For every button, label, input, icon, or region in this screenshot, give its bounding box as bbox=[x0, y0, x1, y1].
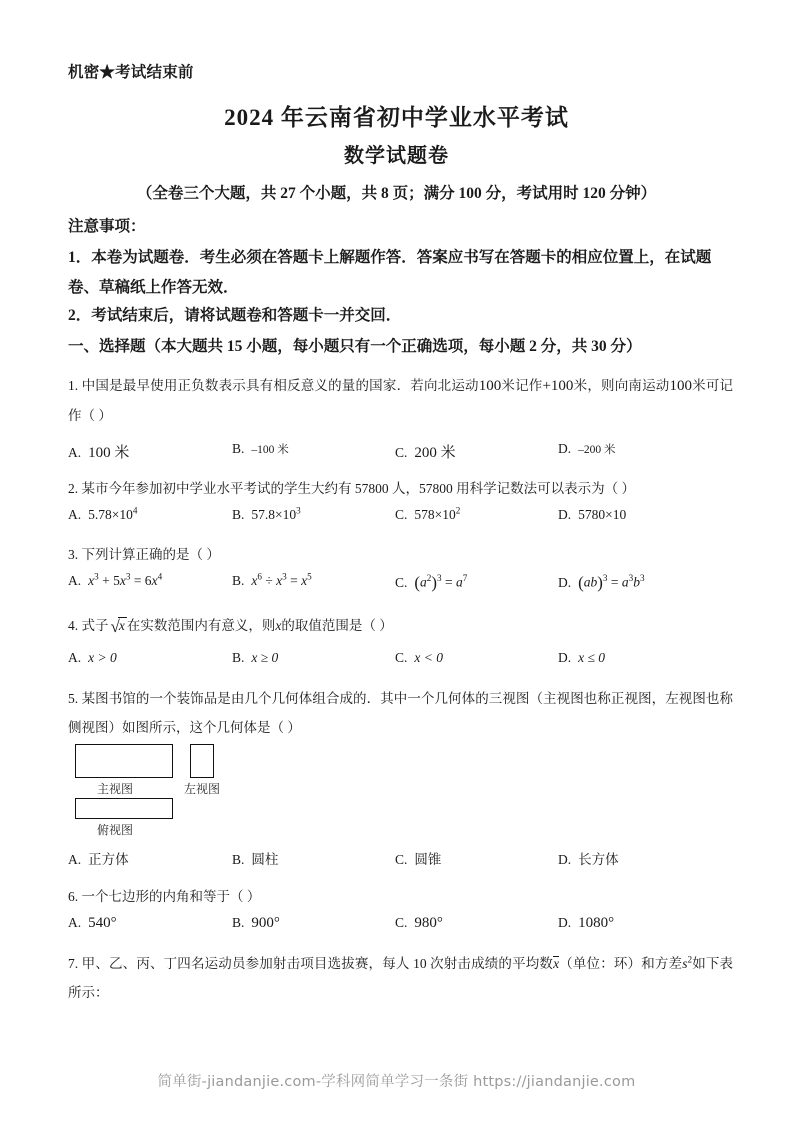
option-d[interactable]: D. $(ab)^3 = a^3b^3$ bbox=[558, 573, 645, 592]
question-3-options bbox=[0, 573, 793, 595]
left-view-box bbox=[190, 744, 214, 778]
option-a[interactable]: A. 正方体 bbox=[68, 852, 129, 867]
option-a[interactable]: A. 540° bbox=[68, 915, 117, 931]
option-b[interactable]: B. 900° bbox=[232, 915, 280, 931]
square-root-icon: √x bbox=[110, 617, 125, 636]
option-c[interactable]: C. 980° bbox=[395, 915, 443, 931]
option-d[interactable]: D. x ≤ 0 bbox=[558, 650, 606, 665]
question-5-stem: 5. 某图书馆的一个装饰品是由几个几何体组合成的．其中一个几何体的三视图（主视图也称正视图，左视图也称侧视图）如图所示，这个几何体是（ ） bbox=[68, 691, 734, 735]
option-b[interactable]: B. $57.8\times 10^3$ bbox=[232, 505, 301, 522]
option-a[interactable]: A. $5.78\times 10^4$ bbox=[68, 505, 138, 522]
question-7-stem: 7. 甲、乙、丙、丁四名运动员参加射击项目选拔赛，每人 10 次射击成绩的平均数x（单位：环）和方差$s^2$如下表所示： bbox=[68, 954, 734, 1000]
option-a[interactable]: A. 100 米 bbox=[68, 445, 130, 461]
question-4-number: 4. bbox=[68, 618, 79, 633]
question-2-options bbox=[0, 507, 793, 529]
question-1-stem: 1. 中国是最早使用正负数表示具有相反意义的量的国家．若向北运动100米记作+100米，则向南运动100米可记作（ ） bbox=[68, 378, 734, 423]
secret-notice: 机密★考试结束前 bbox=[68, 64, 194, 81]
question-1-number: 1. bbox=[68, 378, 79, 393]
option-c[interactable]: C. x < 0 bbox=[395, 650, 443, 665]
option-b[interactable]: B. 圆柱 bbox=[232, 852, 279, 867]
question-4-options bbox=[0, 650, 793, 672]
page-title: 2024 年云南省初中学业水平考试 bbox=[224, 105, 569, 130]
option-c[interactable]: C. $(a^2)^3 = a^7$ bbox=[395, 573, 468, 592]
watermark: 简单街-jiandanjie.com-学科网简单学习一条街 https://jiandanjie.com bbox=[157, 1074, 636, 1090]
top-view-box bbox=[75, 798, 173, 819]
question-3-number: 3. bbox=[68, 547, 79, 562]
option-c[interactable]: C. 200 米 bbox=[395, 445, 456, 461]
front-view-label: 主视图 bbox=[97, 782, 134, 796]
option-b[interactable]: B. –100 米 bbox=[232, 441, 289, 456]
mean-symbol: x bbox=[553, 956, 560, 971]
question-5-number: 5. bbox=[68, 691, 79, 706]
question-6-number: 6. bbox=[68, 889, 79, 904]
question-4-stem: 4. 式子 √x 在实数范围内有意义，则x的取值范围是（ ） bbox=[68, 611, 733, 641]
question-6-options bbox=[0, 915, 793, 937]
notice-heading: 注意事项： bbox=[68, 218, 146, 235]
option-b[interactable]: B. x ≥ 0 bbox=[232, 650, 279, 665]
variance-symbol: s bbox=[682, 956, 688, 971]
option-a[interactable]: A. $x^3 + 5x^3 = 6x^4$ bbox=[68, 571, 163, 588]
notice-item-2: 2．考试结束后，请将试题卷和答题卡一并交回． bbox=[68, 307, 402, 324]
section-heading: 一、选择题（本大题共 15 小题，每小题只有一个正确选项，每小题 2 分，共 30 分） bbox=[68, 338, 642, 355]
left-view-label: 左视图 bbox=[184, 782, 221, 796]
option-a[interactable]: A. x > 0 bbox=[68, 650, 117, 665]
question-2-number: 2. bbox=[68, 481, 79, 496]
question-2-stem: 2. 某市今年参加初中学业水平考试的学生大约有 57800 人，57800 用科学记数法可以表示为（ ） bbox=[68, 481, 635, 496]
question-6-stem: 6. 一个七边形的内角和等于（ ） bbox=[68, 889, 261, 904]
option-d[interactable]: D. –200 米 bbox=[558, 441, 616, 456]
question-3-stem: 3. 下列计算正确的是（ ） bbox=[68, 547, 220, 562]
top-view-label: 俯视图 bbox=[97, 823, 134, 837]
page-subtitle: 数学试题卷 bbox=[344, 145, 449, 167]
question-1-options bbox=[0, 441, 793, 463]
notice-item-1: 1．本卷为试题卷．考生必须在答题卡上解题作答．答案应书写在答题卡的相应位置上，在试题卷、草稿纸上作答无效． bbox=[68, 249, 712, 296]
option-b[interactable]: B. $x^6 \div x^3 = x^5$ bbox=[232, 571, 312, 588]
exam-info: （全卷三个大题，共 27 个小题，共 8 页；满分 100 分，考试用时 120 分钟） bbox=[136, 185, 657, 202]
question-7-number: 7. bbox=[68, 956, 79, 971]
question-5-options bbox=[0, 848, 793, 870]
option-d[interactable]: D. 长方体 bbox=[558, 852, 619, 867]
option-d[interactable]: D. 1080° bbox=[558, 915, 615, 931]
option-d[interactable]: D. 5780×10 bbox=[558, 507, 627, 522]
front-view-box bbox=[75, 744, 173, 778]
option-c[interactable]: C. $578\times 10^2$ bbox=[395, 505, 461, 522]
option-c[interactable]: C. 圆锥 bbox=[395, 852, 442, 867]
